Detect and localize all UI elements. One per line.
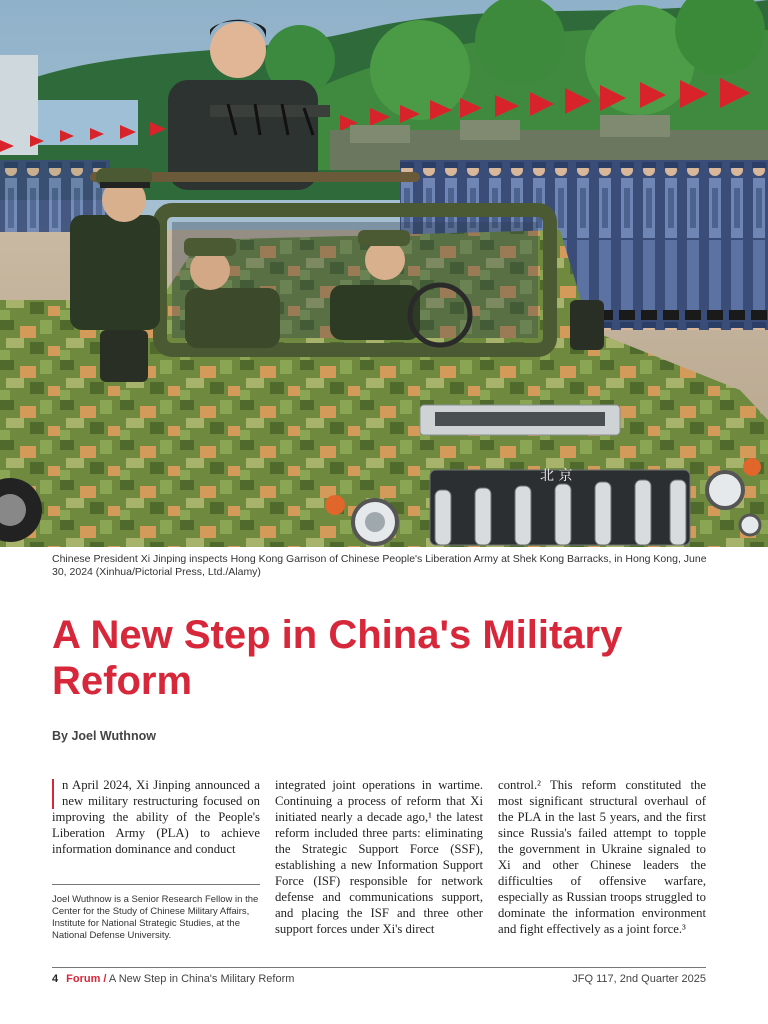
- footnote-divider: [52, 884, 260, 885]
- article-paragraph-2: integrated joint operations in wartime. Continuing a process of reform that Xi initiated nearly a decade ago,¹ the latest reform included three parts: eliminating the Strategic Support Force (SSF), establishing a new Information Support Force (ISF) responsible for network defense and communications support, and placing the ISF and three other support forces under Xi's direct: [275, 778, 483, 936]
- page-number: 4: [52, 973, 59, 985]
- author-note: Joel Wuthnow is a Senior Research Fellow in the Center for the Study of Chinese Military Affairs, Institute for National Strategic Studies, at the National Defense University.: [52, 894, 259, 941]
- article-byline: By Joel Wuthnow: [52, 729, 156, 743]
- article-paragraph-3: control.² This reform constituted the most significant structural overhaul of the PLA in the last 5 years, and the first since Russia's failed attempt to topple the government in Ukraine signaled to Xi and other Chinese leaders the difficulties of offensive warfare, especially as Russian troops struggled to dominate the information environment and fight effectively as a joint force.³: [498, 778, 706, 936]
- article-column-3: [498, 777, 706, 937]
- article-column-2: [275, 777, 483, 937]
- footer-issue: JFQ 117, 2nd Quarter 2025: [572, 973, 706, 985]
- photo-caption: Chinese President Xi Jinping inspects Hong Kong Garrison of Chinese People's Liberation Army at Shek Kong Barracks, in Hong Kong, June 30, 2024 (Xinhua/Pictorial Press, Ltd./Alamy): [52, 553, 707, 578]
- footer-running-title: A New Step in China's Military Reform: [106, 973, 295, 985]
- article-column-1: [52, 777, 260, 857]
- article-paragraph-1: n April 2024, Xi Jinping announced a new military restructuring focused on improving the ability of the People's Liberation Army (PLA) to achieve information dominance and conduct: [52, 778, 260, 856]
- footer-section: Forum /: [66, 973, 107, 985]
- drop-cap-bar: [52, 779, 54, 809]
- article-title: A New Step in China's Military Reform: [52, 613, 623, 703]
- footer-divider: [52, 967, 706, 968]
- vehicle-badge: 北 京: [540, 468, 573, 484]
- page-footer-left: [52, 973, 294, 985]
